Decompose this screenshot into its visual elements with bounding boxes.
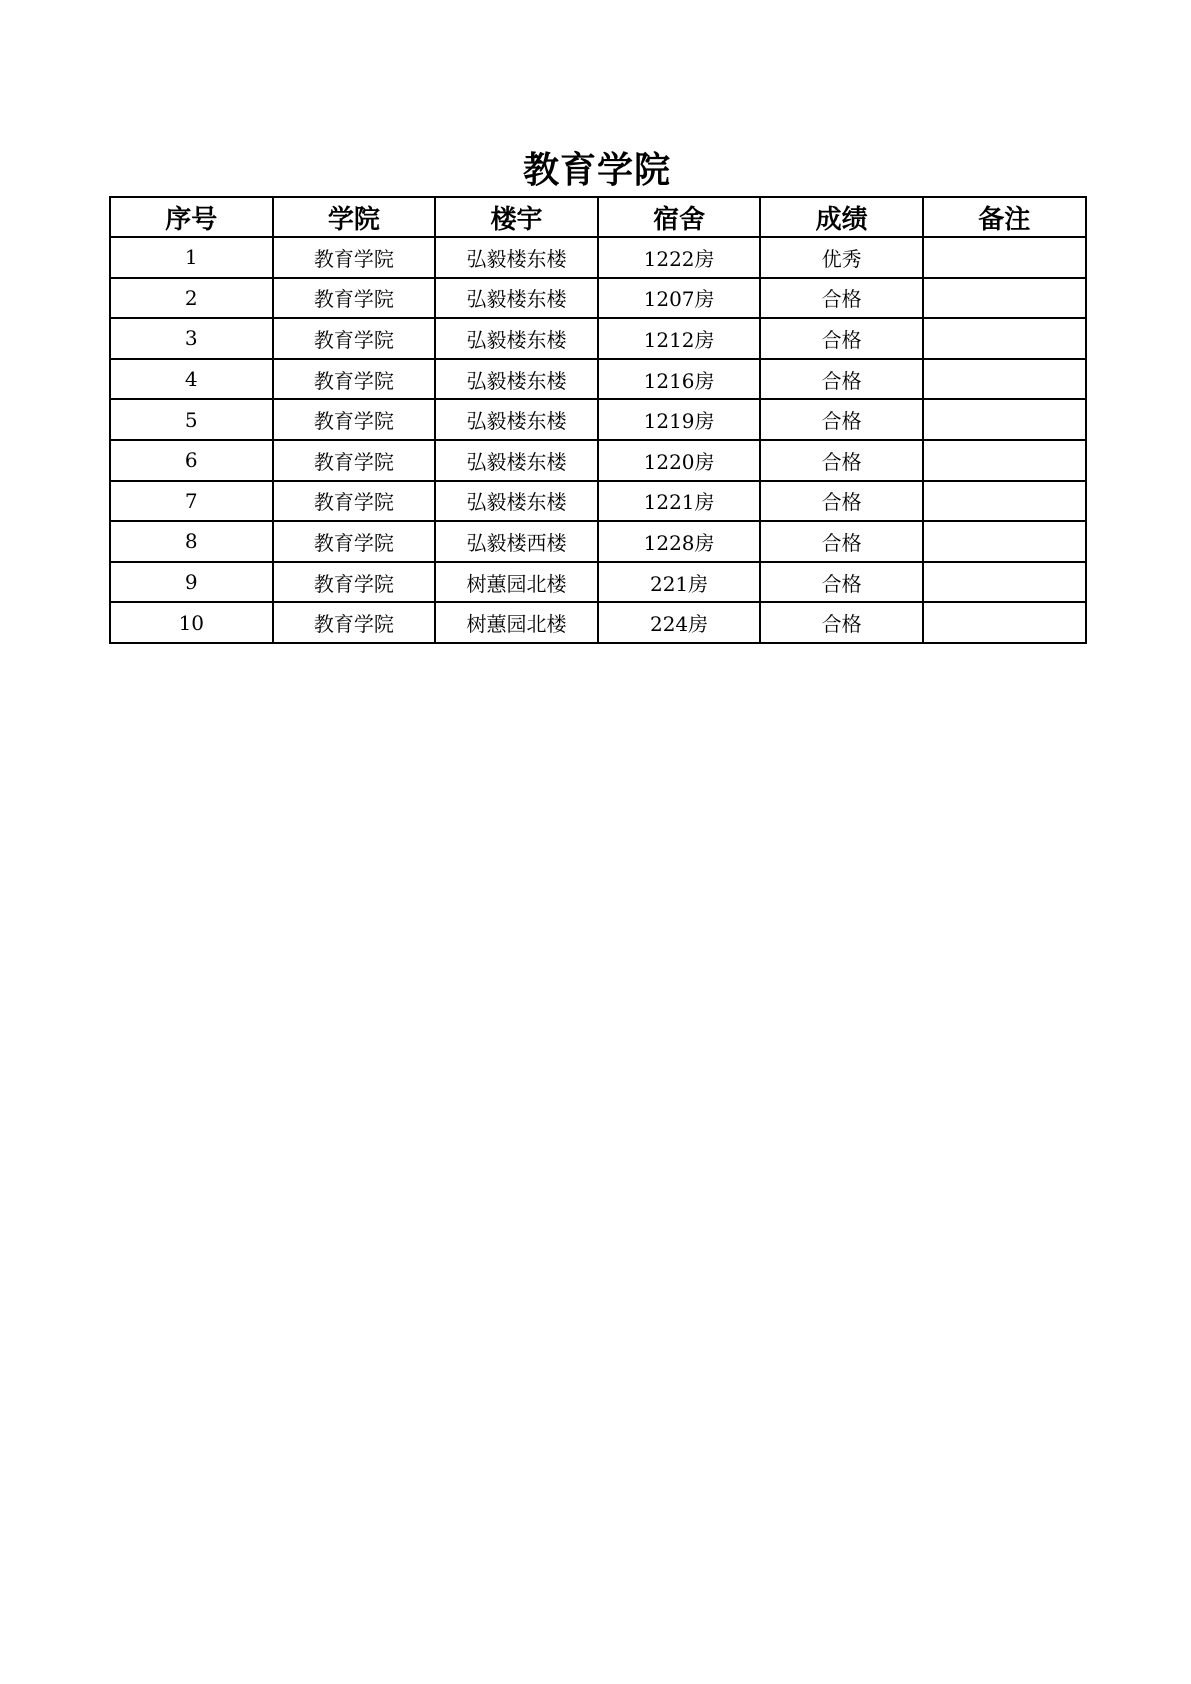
cell-remarks (923, 278, 1086, 319)
cell-building: 弘毅楼东楼 (435, 481, 598, 522)
cell-building: 弘毅楼东楼 (435, 318, 598, 359)
cell-remarks (923, 562, 1086, 603)
header-college: 学院 (273, 197, 436, 237)
header-building: 楼宇 (435, 197, 598, 237)
header-serial-number: 序号 (110, 197, 273, 237)
table-row (110, 278, 1086, 319)
cell-serial-number: 7 (110, 481, 273, 522)
cell-score: 合格 (760, 278, 923, 319)
cell-serial-number: 8 (110, 521, 273, 562)
cell-serial-number: 3 (110, 318, 273, 359)
cell-serial-number: 4 (110, 359, 273, 400)
cell-remarks (923, 359, 1086, 400)
cell-score: 合格 (760, 602, 923, 643)
cell-dormitory: 1207房 (598, 278, 761, 319)
cell-remarks (923, 237, 1086, 278)
cell-dormitory: 1222房 (598, 237, 761, 278)
table-row (110, 481, 1086, 522)
cell-remarks (923, 521, 1086, 562)
cell-building: 弘毅楼东楼 (435, 359, 598, 400)
cell-college: 教育学院 (273, 521, 436, 562)
cell-score: 合格 (760, 521, 923, 562)
cell-remarks (923, 440, 1086, 481)
cell-remarks (923, 481, 1086, 522)
cell-score: 合格 (760, 318, 923, 359)
cell-college: 教育学院 (273, 318, 436, 359)
cell-college: 教育学院 (273, 562, 436, 603)
dormitory-score-table (109, 196, 1087, 644)
cell-building: 弘毅楼东楼 (435, 278, 598, 319)
table-row (110, 318, 1086, 359)
cell-college: 教育学院 (273, 399, 436, 440)
cell-building: 树蕙园北楼 (435, 562, 598, 603)
cell-score: 合格 (760, 359, 923, 400)
header-dormitory: 宿舍 (598, 197, 761, 237)
cell-score: 合格 (760, 440, 923, 481)
cell-dormitory: 1220房 (598, 440, 761, 481)
cell-college: 教育学院 (273, 237, 436, 278)
cell-building: 树蕙园北楼 (435, 602, 598, 643)
cell-college: 教育学院 (273, 278, 436, 319)
cell-dormitory: 1228房 (598, 521, 761, 562)
cell-remarks (923, 318, 1086, 359)
table-row (110, 399, 1086, 440)
cell-serial-number: 10 (110, 602, 273, 643)
cell-score: 合格 (760, 481, 923, 522)
cell-serial-number: 5 (110, 399, 273, 440)
cell-college: 教育学院 (273, 440, 436, 481)
table-row (110, 359, 1086, 400)
header-score: 成绩 (760, 197, 923, 237)
cell-serial-number: 1 (110, 237, 273, 278)
cell-dormitory: 224房 (598, 602, 761, 643)
table-row (110, 440, 1086, 481)
table-row (110, 602, 1086, 643)
page-title: 教育学院 (522, 150, 671, 191)
cell-serial-number: 9 (110, 562, 273, 603)
cell-dormitory: 1221房 (598, 481, 761, 522)
cell-serial-number: 6 (110, 440, 273, 481)
cell-building: 弘毅楼西楼 (435, 521, 598, 562)
cell-serial-number: 2 (110, 278, 273, 319)
cell-score: 合格 (760, 399, 923, 440)
cell-building: 弘毅楼东楼 (435, 399, 598, 440)
table-row (110, 521, 1086, 562)
cell-remarks (923, 399, 1086, 440)
cell-college: 教育学院 (273, 359, 436, 400)
cell-dormitory: 1219房 (598, 399, 761, 440)
cell-college: 教育学院 (273, 481, 436, 522)
table-header-row (110, 197, 1086, 237)
cell-dormitory: 1212房 (598, 318, 761, 359)
table-row (110, 237, 1086, 278)
cell-dormitory: 1216房 (598, 359, 761, 400)
cell-score: 优秀 (760, 237, 923, 278)
cell-score: 合格 (760, 562, 923, 603)
header-remarks: 备注 (923, 197, 1086, 237)
cell-college: 教育学院 (273, 602, 436, 643)
cell-dormitory: 221房 (598, 562, 761, 603)
table-row (110, 562, 1086, 603)
cell-building: 弘毅楼东楼 (435, 440, 598, 481)
cell-building: 弘毅楼东楼 (435, 237, 598, 278)
cell-remarks (923, 602, 1086, 643)
